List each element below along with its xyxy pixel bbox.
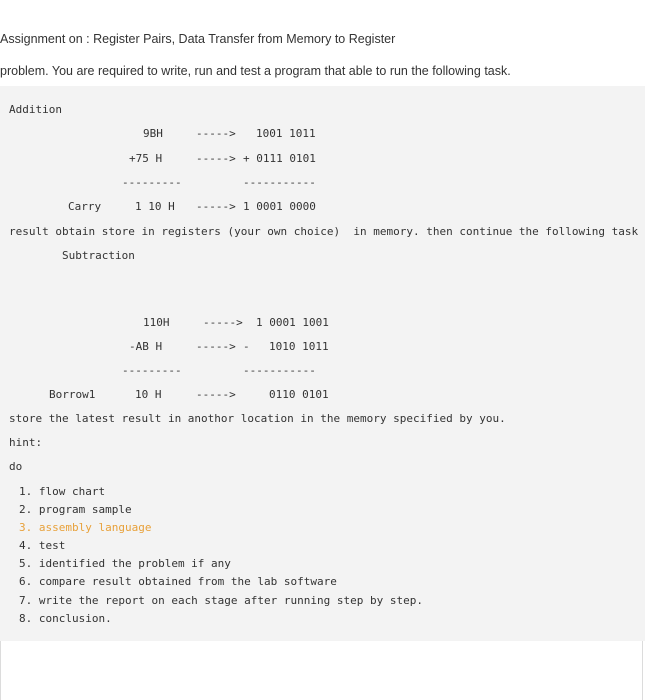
- addition-row2-arrow: ----->: [196, 152, 236, 165]
- answer-area[interactable]: [0, 641, 643, 700]
- task-item-highlighted: 3. assembly language: [19, 521, 152, 534]
- carry-hex: 1 10 H: [135, 200, 175, 213]
- store-text: store the latest result in anothor location in the memory specified by you.: [9, 412, 506, 425]
- addition-separator-right: -----------: [243, 176, 316, 189]
- borrow-binary: 0110 0101: [269, 388, 329, 401]
- task-item: 7. write the report on each stage after running step by step.: [19, 594, 423, 607]
- subtraction-row1-binary: 1 0001 1001: [256, 316, 329, 329]
- task-item: 2. program sample: [19, 503, 132, 516]
- carry-label: Carry: [68, 200, 102, 213]
- assignment-title: Assignment on : Register Pairs, Data Transfer from Memory to Register: [0, 32, 396, 46]
- subtraction-row1-hex: 110H: [143, 316, 170, 329]
- addition-row2-hex: +75 H: [129, 152, 163, 165]
- subtraction-row2-hex: -AB H: [129, 340, 163, 353]
- subtraction-separator-right: -----------: [243, 364, 316, 377]
- borrow-label: Borrow1: [49, 388, 96, 401]
- addition-row2-binary: + 0111 0101: [243, 152, 316, 165]
- cropped-top-text: [0, 0, 645, 6]
- subtraction-row2-binary: 1010 1011: [269, 340, 329, 353]
- subtraction-row1-arrow: ----->: [203, 316, 243, 329]
- addition-separator-left: ---------: [122, 176, 182, 189]
- code-block: [0, 86, 645, 641]
- carry-binary: 1 0001 0000: [243, 200, 316, 213]
- task-item: 5. identified the problem if any: [19, 557, 231, 570]
- task-item: 4. test: [19, 539, 66, 552]
- borrow-arrow: ----->: [196, 388, 236, 401]
- addition-heading: Addition: [9, 103, 62, 116]
- hint-label: hint:: [9, 436, 43, 449]
- task-item: 1. flow chart: [19, 485, 106, 498]
- task-item: 8. conclusion.: [19, 612, 112, 625]
- borrow-hex: 10 H: [135, 388, 162, 401]
- subtraction-heading: Subtraction: [62, 249, 135, 262]
- subtraction-row2-minus: -: [243, 340, 250, 353]
- problem-intro: problem. You are required to write, run and test a program that able to run the following task.: [0, 64, 511, 78]
- addition-row1-hex: 9BH: [143, 127, 163, 140]
- task-item: 6. compare result obtained from the lab software: [19, 575, 337, 588]
- subtraction-row2-arrow: ----->: [196, 340, 236, 353]
- addition-row1-arrow: ----->: [196, 127, 236, 140]
- addition-row1-binary: 1001 1011: [256, 127, 316, 140]
- do-label: do: [9, 460, 23, 473]
- carry-arrow: ----->: [196, 200, 236, 213]
- subtraction-separator-left: ---------: [122, 364, 182, 377]
- result-text: result obtain store in registers (your own choice) in memory. then continue the following task: [9, 225, 639, 238]
